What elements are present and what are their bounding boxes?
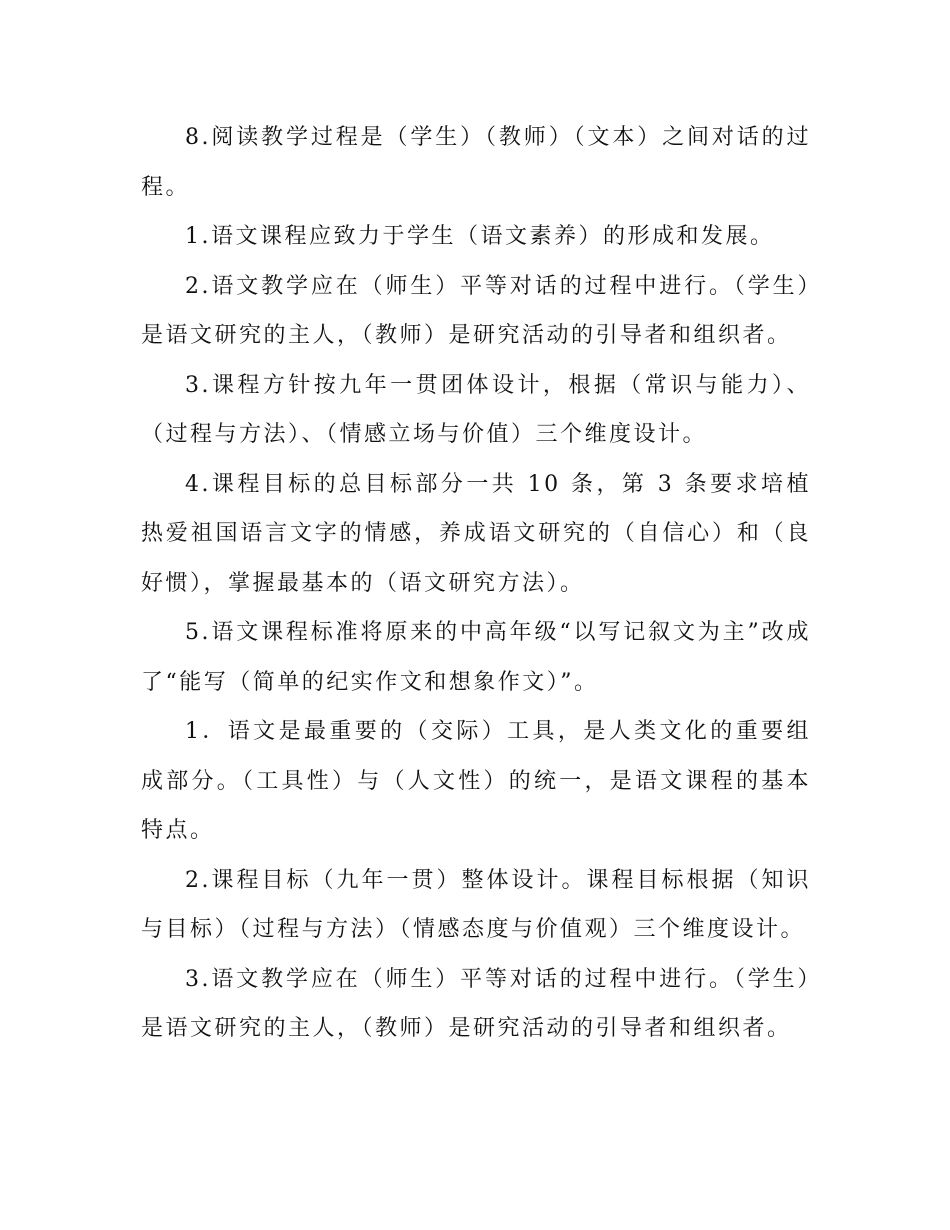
document-body bbox=[141, 113, 811, 1054]
paragraph-4: 3.课程方针按九年一贯团体设计，根据（常识与能力）、（过程与方法）、（情感立场与价值）三个维度设计。 bbox=[141, 372, 811, 447]
paragraph-7: 1．语文是最重要的（交际）工具，是人类文化的重要组成部分。（工具性）与（人文性）的统一，是语文课程的基本特点。 bbox=[141, 719, 811, 843]
paragraph-9: 3.语文教学应在（师生）平等对话的过程中进行。（学生）是语文研究的主人，（教师）是研究活动的引导者和组织者。 bbox=[141, 966, 811, 1041]
paragraph-1: 8.阅读教学过程是（学生）（教师）（文本）之间对话的过程。 bbox=[141, 125, 811, 200]
paragraph-5: 4.课程目标的总目标部分一共 10 条，第 3 条要求培植热爱祖国语言文字的情感，养成语文研究的（自信心）和（良好惯），掌握最基本的（语文研究方法）。 bbox=[141, 471, 811, 596]
paragraph-3: 2.语文教学应在（师生）平等对话的过程中进行。（学生）是语文研究的主人，（教师）是研究活动的引导者和组织者。 bbox=[141, 273, 811, 348]
paragraph-2: 1.语文课程应致力于学生（语文素养）的形成和发展。 bbox=[185, 224, 775, 249]
paragraph-8: 2.课程目标（九年一贯）整体设计。课程目标根据（知识与目标）（过程与方法）（情感态度与价值观）三个维度设计。 bbox=[141, 867, 811, 942]
paragraph-6: 5.语文课程标准将原来的中高年级“以写记叙文为主”改成了“能写（简单的纪实作文和想象作文）”。 bbox=[141, 620, 811, 695]
